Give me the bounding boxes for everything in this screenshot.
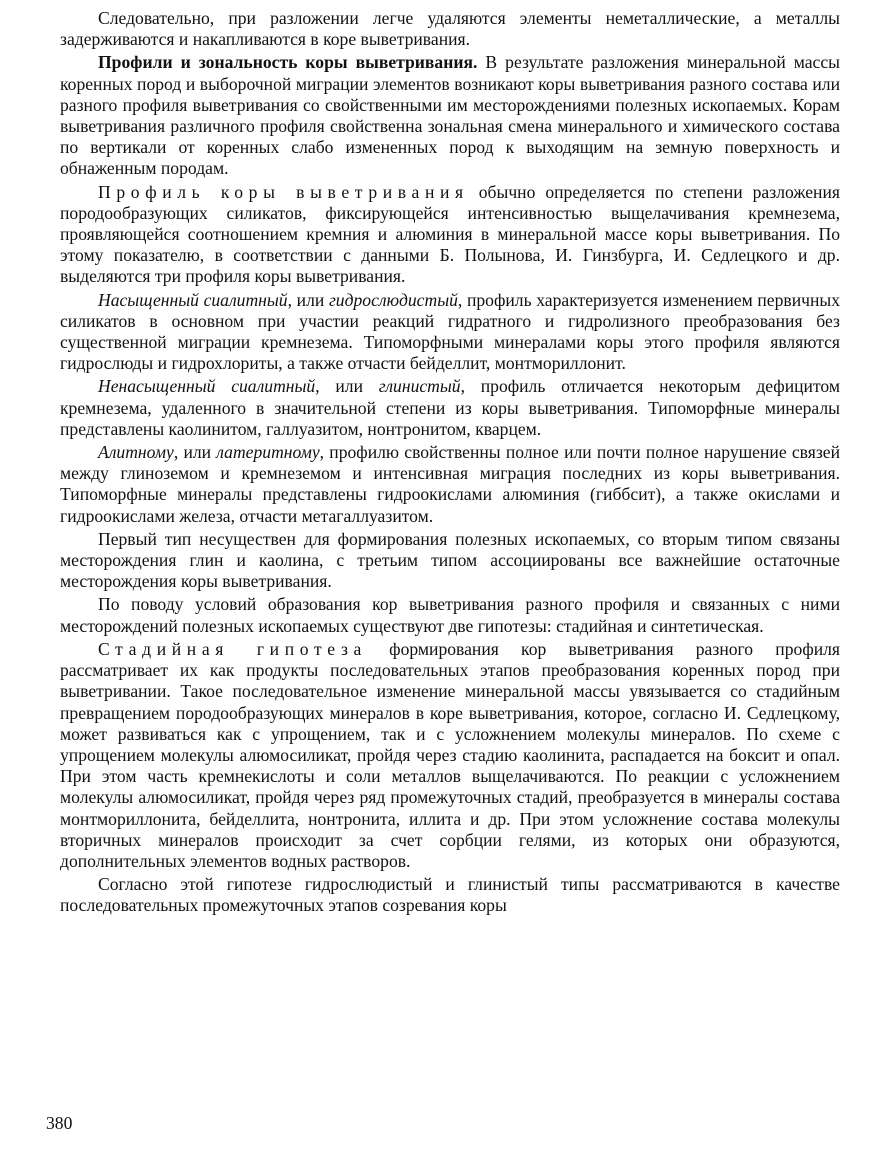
page-number: 380	[46, 1113, 73, 1133]
italic-term: Ненасыщенный сиалитный	[98, 376, 316, 397]
paragraph-text: , или	[287, 289, 329, 310]
paragraph	[60, 290, 840, 375]
paragraph-text: Следовательно, при разложении легче удаляются элементы неметаллические, а металлы задерживаются и накапливаются в коре выветривания.	[60, 8, 840, 50]
paragraph-text: формирования кор выветривания разного профиля рассматривает их как продукты последовательных этапов преобразования коренных пород при выветривании. Такое последовательное изменение минеральной массы увязывается со стадийным превращением породообразующих минералов в коре выветривания, которое, согласно И. Седлецкому, может развиваться как с упрощением, так и с усложнением молекулы минералов. По схеме с упрощением молекулы алюмосиликат, пройдя через стадию каолинита, распадается на боксит и опал. При этом часть кремнекислоты и соли металлов выщелачиваются. По реакции с усложнением молекулы алюмосиликат, пройдя через ряд промежуточных стадий, преобразуется в минералы состава монтмориллонита, бейделлита, нонтронита, иллита и др. При этом усложнение состава молекулы вторичных минералов происходит за счет сорбции гелями, из которых они образуются, дополнительных элементов водных растворов.	[60, 638, 841, 871]
paragraph-text: , или	[173, 442, 217, 463]
page-body	[60, 8, 840, 917]
italic-term: глинистый	[378, 376, 461, 397]
paragraph-text: , или	[315, 376, 379, 397]
paragraph	[60, 594, 840, 636]
paragraph	[60, 639, 840, 872]
spaced-term: Стадийная гипотеза	[98, 638, 367, 659]
paragraph	[60, 376, 840, 440]
paragraph	[60, 442, 840, 527]
paragraph	[60, 529, 840, 593]
paragraph-text: обычно определяется по степени разложения породообразующих силикатов, фиксирующейся интенсивностью выщелачивания кремнезема, проявляющейся соотношением кремния и алюминия в минеральной массе коры выветривания. По этому показателю, в соответствии с данными Б. Полынова, И. Гинзбурга, И. Седлецкого и др. выделяются три профиля коры выветривания.	[60, 181, 840, 287]
paragraph	[60, 52, 840, 179]
paragraph-text: , профилю свойственны полное или почти полное нарушение связей между глиноземом и кремнеземом и интенсивная миграция последних из коры выветривания. Типоморфные минералы представлены гидроокислами алюминия (гиббсит), а также окислами и гидроокислами железа, отчасти метагаллуазитом.	[60, 442, 840, 526]
italic-term: Алитному	[98, 442, 174, 463]
paragraph-text: , профиль отличается некоторым дефицитом кремнезема, удаленного в значительной степени из коры выветривания. Типоморфные минералы представлены каолинитом, галлуазитом, нонтронитом, кварцем.	[60, 376, 840, 439]
paragraph	[60, 182, 840, 288]
italic-term: латеритному	[216, 442, 320, 463]
italic-term: Насыщенный сиалитный	[98, 289, 288, 310]
paragraph-text: , профиль характеризуется изменением первичных силикатов в основном при участии реакций гидратного и гидролизного преобразования без существенной миграции кремнезема. Типоморфными минералами коры этого профиля являются гидрослюды и гидрохлориты, а также отчасти бейделлит, монтмориллонит.	[60, 289, 840, 374]
paragraph-text: По поводу условий образования кор выветривания разного профиля и связанных с ними месторождений полезных ископаемых существуют две гипотезы: стадийная и синтетическая.	[60, 594, 840, 636]
spaced-term: Профиль коры выветривания	[98, 181, 469, 202]
italic-term: гидрослюдистый	[328, 289, 458, 310]
paragraph-text: Согласно этой гипотезе гидрослюдистый и глинистый типы рассматриваются в качестве последовательных промежуточных этапов созревания коры	[60, 874, 840, 916]
paragraph-text: В результате разложения минеральной массы коренных пород и выборочной миграции элементов возникают коры выветривания разного состава или разного профиля выветривания со свойственными им месторождениями полезных ископаемых. Корам выветривания различного профиля свойственна зональная смена минерального и химического состава по вертикали от коренных слабо измененных пород к выходящим на земную поверхность и обнаженным породам.	[60, 52, 840, 179]
paragraph	[60, 874, 840, 916]
paragraph-text: Первый тип несуществен для формирования полезных ископаемых, со вторым типом связаны месторождения глин и каолина, с третьим типом ассоциированы все важнейшие остаточные месторождения коры выветривания.	[60, 528, 840, 592]
paragraph	[60, 8, 840, 50]
section-heading: Профили и зональность коры выветривания.	[98, 52, 478, 73]
